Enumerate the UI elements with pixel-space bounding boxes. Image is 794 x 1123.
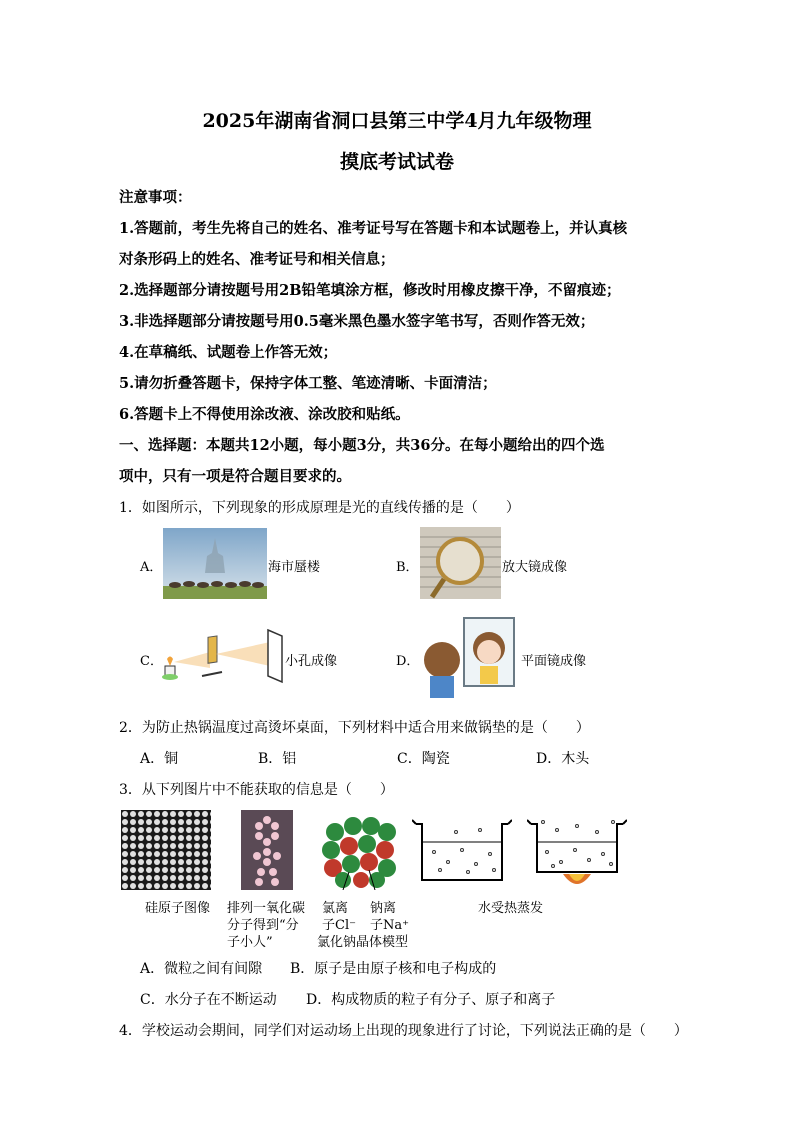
mirage-photo [163,528,267,599]
q1-option-b-text: 放大镜成像 [502,560,568,575]
q1-stem: 1．如图所示，下列现象的形成原理是光的直线传播的是（ ） [119,500,520,516]
q3-option-c: C．水分子在不断运动 [140,992,277,1008]
q3-caption-na-line1: 钠离 [370,901,397,916]
mirror-girl-drawing [420,614,520,700]
notes-item-1a: 1.答题前，考生先将自己的姓名、准考证号写在答题卡和本试题卷上，并认真核 [119,220,628,237]
notes-item-5: 5.请勿折叠答题卡，保持字体工整、笔迹清晰、卡面清洁； [119,375,497,392]
q1-option-c-letter: C． [140,654,163,669]
section1-line1: 一、选择题：本题共12小题，每小题3分，共36分。在每小题给出的四个选 [119,437,605,454]
q4-stem: 4．学校运动会期间，同学们对运动场上出现的现象进行了讨论，下列说法正确的是（ ） [119,1023,688,1039]
notes-heading: 注意事项： [119,189,192,206]
notes-item-3: 3.非选择题部分请按题号用0.5毫米黑色墨水签字笔书写，否则作答无效； [119,313,595,330]
q1-option-d-text: 平面镜成像 [521,654,587,669]
nacl-crystal-model [319,812,401,890]
q3-option-d: D．构成物质的粒子有分子、原子和离子 [306,992,556,1008]
notes-item-4: 4.在草稿纸、试题卷上作答无效； [119,344,338,361]
q2-option-c: C．陶瓷 [397,751,450,767]
pinhole-diagram [160,626,285,684]
q2-stem: 2．为防止热锅温度过高烫坏桌面，下列材料中适合用来做锅垫的是（ ） [119,720,590,736]
q1-option-c-text: 小孔成像 [285,654,338,669]
q1-option-b-letter: B． [396,560,419,575]
co-molecule-man-image [241,810,293,890]
q3-caption-nacl: 氯化钠晶体模型 [317,935,409,950]
q2-option-d: D．木头 [536,751,590,767]
notes-item-2: 2.选择题部分请按题号用2B铅笔填涂方框，修改时用橡皮擦干净，不留痕迹； [119,282,621,299]
q1-option-a-text: 海市蜃楼 [268,560,321,575]
silicon-atom-image [121,810,211,890]
q3-caption-co-line3: 子小人” [227,935,273,950]
q2-option-a: A．铜 [140,751,179,767]
q3-option-a: A．微粒之间有间隙 [140,961,263,977]
section1-line2: 项中，只有一项是符合题目要求的。 [119,468,351,485]
q1-option-d-letter: D． [396,654,420,669]
q3-stem: 3．从下列图片中不能获取的信息是（ ） [119,782,394,798]
q1-option-a-letter: A． [140,560,163,575]
q3-caption-silicon: 硅原子图像 [145,901,211,916]
exam-title-line2: 摸底考试试卷 [339,151,454,173]
exam-title-line1: 2025年湖南省洞口县第三中学4月九年级物理 [202,110,592,132]
q3-caption-na-line2: 子Na⁺ [370,918,409,933]
q3-caption-cl-line2: 子Cl⁻ [322,918,356,933]
q3-caption-cl-line1: 氯离 [322,901,349,916]
water-molecules-beaker-heated [527,816,627,892]
q3-option-b: B．原子是由原子核和电子构成的 [290,961,497,977]
water-molecules-beaker-cold [412,818,512,888]
q3-caption-water: 水受热蒸发 [478,901,544,916]
q3-caption-co-line1: 排列一氧化碳 [227,901,306,916]
q3-caption-co-line2: 分子得到“分 [227,918,299,933]
magnifier-photo [420,527,501,599]
q2-option-b: B．铝 [258,751,297,767]
notes-item-1b: 对条形码上的姓名、准考证号和相关信息； [119,251,395,268]
notes-item-6: 6.答题卡上不得使用涂改液、涂改胶和贴纸。 [119,406,410,423]
